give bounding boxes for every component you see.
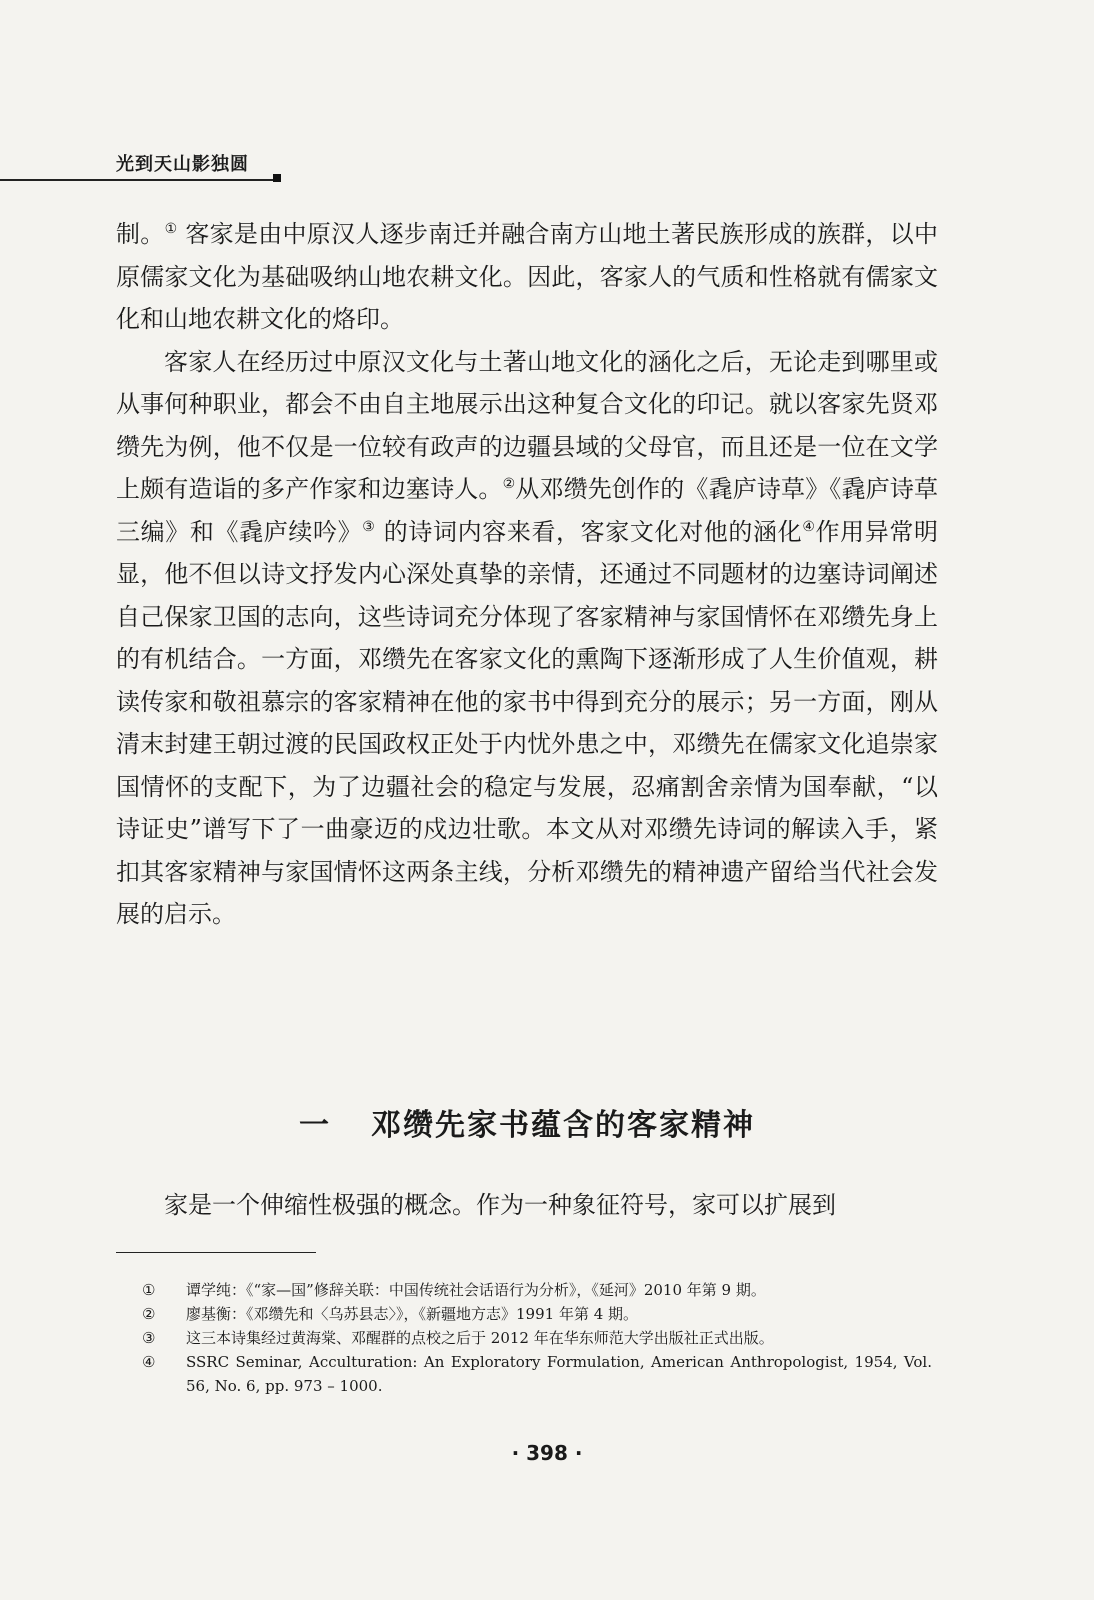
paragraph-2-part-4: 作用异常明显，他不但以诗文抒发内心深处真挚的亲情，还通过不同题材的边塞诗词阐述自己保家卫国的志向，这些诗词充分体现了客家精神与家国情怀在邓缵先身上的有机结合。一方面，邓缵先在客家文化的熏陶下逐渐形成了人生价值观，耕读传家和敬祖慕宗的客家精神在他的家书中得到充分的展示；另一方面，刚从清末封建王朝过渡的民国政权正处于内忧外患之中，邓缵先在儒家文化追崇家国情怀的支配下，为了边疆社会的稳定与发展，忍痛割舍亲情为国奉献，“以诗证史”谱写下了一曲豪迈的戍边壮歌。本文从对邓缵先诗词的解读入手，紧扣其客家精神与家国情怀这两条主线，分析邓缵先的精神遗产留给当代社会发展的启示。 (116, 517, 938, 928)
footnote-mark: ② (142, 1305, 156, 1323)
footnote-ref-4[interactable]: ④ (802, 518, 816, 535)
footnote-1 (142, 1278, 932, 1302)
paragraph-1-start: 制。 (116, 220, 165, 248)
footnote-mark: ③ (142, 1329, 156, 1347)
paragraph-1 (116, 213, 938, 341)
footnote-separator (116, 1252, 316, 1253)
footnote-ref-1[interactable]: ① (164, 221, 178, 237)
footnote-ref-3[interactable]: ③ (362, 518, 376, 535)
footnote-mark: ① (142, 1281, 156, 1299)
footnote-4 (142, 1350, 932, 1398)
body-text (116, 213, 938, 936)
footnote-2 (142, 1302, 932, 1326)
running-head-rule (0, 179, 274, 181)
paragraph-2 (116, 341, 938, 936)
paragraph-2-part-2: 从邓缵先创作的《毳庐诗草》《毳庐诗草三编》和《毳庐续吟》 (116, 475, 938, 546)
page-number: · 398 · (511, 1441, 583, 1465)
paragraph-2-part-3: 的诗词内容来看，客家文化对他的涵化 (375, 517, 803, 546)
section-number: 一 (299, 1108, 331, 1143)
footnotes (142, 1278, 932, 1398)
running-head: 光到天山影独圆 (116, 154, 249, 175)
running-head-square-mark (273, 174, 281, 182)
section-heading (116, 1100, 938, 1144)
section-title: 邓缵先家书蕴含的客家精神 (371, 1108, 755, 1143)
footnote-text: 廖基衡：《邓缵先和〈乌苏县志〉》，《新疆地方志》1991 年第 4 期。 (186, 1305, 639, 1323)
footnote-text: 这三本诗集经过黄海棠、邓醒群的点校之后于 2012 年在华东师范大学出版社正式出版。 (186, 1329, 774, 1347)
paragraph-1-rest: 客家是由中原汉人逐步南迁并融合南方山地土著民族形成的族群，以中原儒家文化为基础吸纳山地农耕文化。因此，客家人的气质和性格就有儒家文化和山地农耕文化的烙印。 (116, 220, 938, 333)
footnote-text: SSRC Seminar, Acculturation: An Exploratory Formulation, American Anthropologist, 1954, Vol. 56, No. 6, pp. 973 – 1000. (186, 1353, 932, 1395)
footnote-mark: ④ (142, 1353, 156, 1371)
section-first-line: 家是一个伸缩性极强的概念。作为一种象征符号，家可以扩展到 (164, 1191, 836, 1219)
paragraph-2-part-1: 客家人在经历过中原汉文化与土著山地文化的涵化之后，无论走到哪里或从事何种职业，都会不由自主地展示出这种复合文化的印记。就以客家先贤邓缵先为例，他不仅是一位较有政声的边疆县域的父母官，而且还是一位在文学上颇有造诣的多产作家和边塞诗人。 (116, 347, 938, 503)
footnote-text: 谭学纯：《“家—国”修辞关联：中国传统社会话语行为分析》，《延河》2010 年第 9 期。 (186, 1281, 766, 1299)
footnote-3 (142, 1326, 932, 1350)
footnote-ref-2[interactable]: ② (502, 476, 516, 492)
